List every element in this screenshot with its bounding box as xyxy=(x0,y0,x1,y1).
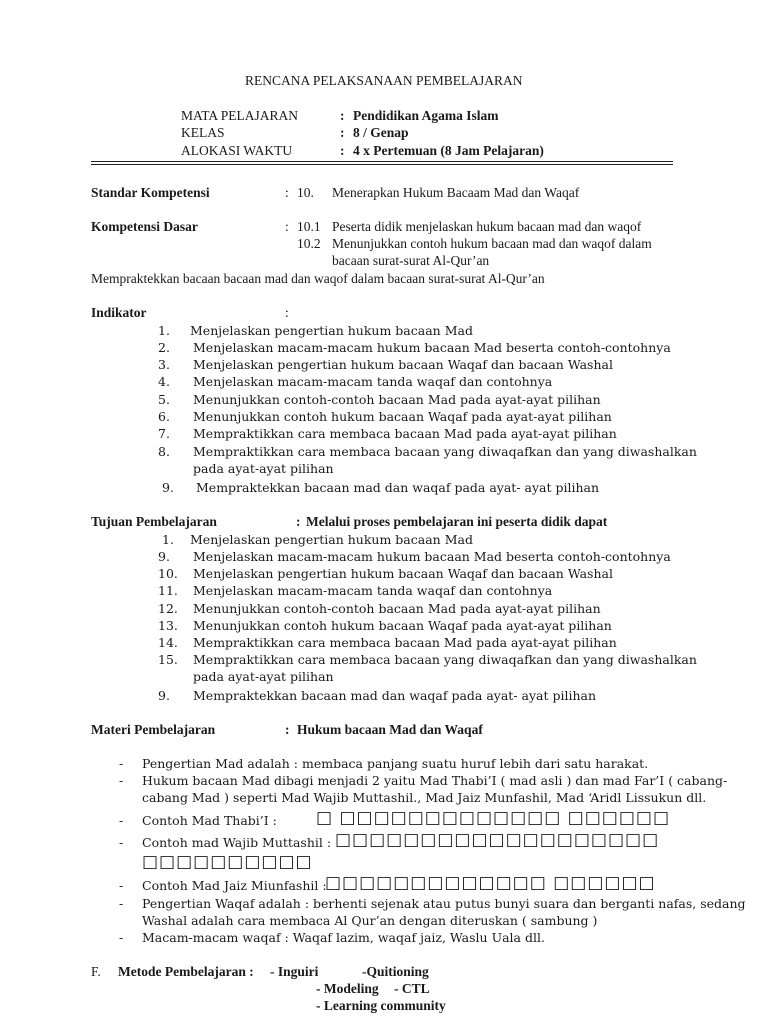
indikator-num: 7. xyxy=(158,426,170,441)
sk-number: 10. xyxy=(297,185,314,200)
header-label: MATA PELAJARAN xyxy=(181,108,299,123)
indikator-label: Indikator xyxy=(91,305,147,320)
materi-bullet-cont: cabang Mad ) seperti Mad Wajib Muttashil., Mad Jaiz Munfashil, Mad ‘Aridl Lissukun dll. xyxy=(142,790,707,805)
tujuan-colon: : xyxy=(296,514,301,529)
indikator-num: 5. xyxy=(158,392,170,407)
tujuan-item: Mempraktikkan cara membaca bacaan Mad pada ayat-ayat pilihan xyxy=(193,635,617,650)
indikator-item-cont: pada ayat-ayat pilihan xyxy=(193,461,334,476)
bullet-dash: - xyxy=(119,896,124,911)
tujuan-num: 9. xyxy=(158,688,170,703)
materi-bullet: Contoh Mad Thabi’I : xyxy=(142,813,277,828)
arabic-example: □ □□□□□□□□□□□□□ □□□□□□ xyxy=(316,808,671,828)
sk-text: Menerapkan Hukum Bacaam Mad dan Waqaf xyxy=(332,185,580,200)
indikator-num: 4. xyxy=(158,374,170,389)
kd-extra: Mempraktekkan bacaan bacaan mad dan waqof dalam bacaan surat-surat Al-Qur’an xyxy=(91,271,545,286)
header-label: ALOKASI WAKTU xyxy=(181,143,293,158)
tujuan-item-cont: pada ayat-ayat pilihan xyxy=(193,669,334,684)
indikator-num: 1. xyxy=(158,323,170,338)
tujuan-num: 13. xyxy=(158,618,178,633)
indikator-item: Menjelaskan macam-macam tanda waqaf dan contohnya xyxy=(193,374,553,389)
bullet-dash: - xyxy=(119,930,124,945)
metode-label: Metode Pembelajaran : xyxy=(118,964,254,979)
header-divider xyxy=(91,164,673,165)
arabic-example-cont: □□□□□□□□□□ xyxy=(142,852,313,872)
tujuan-item: Menjelaskan macam-macam tanda waqaf dan contohnya xyxy=(193,583,553,598)
tujuan-item: Menunjukkan contoh hukum bacaan Waqaf pada ayat-ayat pilihan xyxy=(193,618,612,633)
metode-item: - CTL xyxy=(394,981,430,996)
kd-colon: : xyxy=(285,219,289,234)
indikator-item: Menjelaskan pengertian hukum bacaan Waqaf dan bacaan Washal xyxy=(193,357,613,372)
indikator-num: 3. xyxy=(158,357,170,372)
indikator-item: Mempraktikkan cara membaca bacaan Mad pada ayat-ayat pilihan xyxy=(193,426,617,441)
tujuan-num: 1. xyxy=(162,532,174,547)
bullet-dash: - xyxy=(119,878,124,893)
sk-label: Standar Kompetensi xyxy=(91,185,210,200)
metode-item: - Modeling xyxy=(316,981,379,996)
header-colon: : xyxy=(340,125,345,140)
materi-colon: : xyxy=(285,722,290,737)
tujuan-item: Menunjukkan contoh-contoh bacaan Mad pada ayat-ayat pilihan xyxy=(193,601,601,616)
page-title: RENCANA PELAKSANAAN PEMBELAJARAN xyxy=(245,73,523,88)
indikator-item: Menjelaskan pengertian hukum bacaan Mad xyxy=(190,323,473,338)
tujuan-item: Menjelaskan pengertian hukum bacaan Mad xyxy=(190,532,473,547)
arabic-example: □□□□□□□□□□□□□□□□□□□ xyxy=(335,830,660,850)
materi-bullet: Contoh mad Wajib Muttashil : xyxy=(142,835,332,850)
arabic-example: □□□□□□□□□□□□□ □□□□□□ xyxy=(325,873,656,893)
header-colon: : xyxy=(340,143,345,158)
indikator-num: 2. xyxy=(158,340,170,355)
indikator-item: Menjelaskan macam-macam hukum bacaan Mad beserta contoh-contohnya xyxy=(193,340,671,355)
indikator-item: Mempraktikkan cara membaca bacaan yang diwaqafkan dan yang diwashalkan xyxy=(193,444,697,459)
kd-number: 10.1 xyxy=(297,219,321,234)
tujuan-num: 15. xyxy=(158,652,178,667)
header-value: 4 x Pertemuan (8 Jam Pelajaran) xyxy=(353,143,544,158)
metode-letter: F. xyxy=(91,964,101,979)
materi-bullet: Macam-macam waqaf : Waqaf lazim, waqaf jaiz, Waslu Uala dll. xyxy=(142,930,545,945)
tujuan-item: Mempraktekkan bacaan mad dan waqaf pada ayat- ayat pilihan xyxy=(193,688,597,703)
tujuan-item: Mempraktikkan cara membaca bacaan yang diwaqafkan dan yang diwashalkan xyxy=(193,652,697,667)
header-value: Pendidikan Agama Islam xyxy=(353,108,499,123)
indikator-num: 9. xyxy=(162,480,174,495)
indikator-item: Menunjukkan contoh-contoh bacaan Mad pada ayat-ayat pilihan xyxy=(193,392,601,407)
kd-text-cont: bacaan surat-surat Al-Qur’an xyxy=(332,253,490,268)
metode-item: -Quitioning xyxy=(362,964,429,979)
tujuan-item: Menjelaskan pengertian hukum bacaan Waqaf dan bacaan Washal xyxy=(193,566,613,581)
metode-item: - Learning community xyxy=(316,998,446,1013)
materi-topic: Hukum bacaan Mad dan Waqaf xyxy=(297,722,483,737)
materi-bullet-cont: Washal adalah cara membaca Al Qur’an dengan diteruskan ( sambung ) xyxy=(142,913,598,928)
indikator-item: Mempraktekkan bacaan mad dan waqaf pada ayat- ayat pilihan xyxy=(196,480,600,495)
tujuan-num: 11. xyxy=(158,583,178,598)
indikator-item: Menunjukkan contoh hukum bacaan Waqaf pada ayat-ayat pilihan xyxy=(193,409,612,424)
header-value: 8 / Genap xyxy=(353,125,409,140)
sk-colon: : xyxy=(285,185,289,200)
tujuan-num: 14. xyxy=(158,635,178,650)
bullet-dash: - xyxy=(119,835,124,850)
bullet-dash: - xyxy=(119,756,124,771)
tujuan-label: Tujuan Pembelajaran xyxy=(91,514,217,529)
materi-bullet: Hukum bacaan Mad dibagi menjadi 2 yaitu Mad Thabi’I ( mad asli ) dan mad Far’I ( cabang- xyxy=(142,773,728,788)
indikator-colon: : xyxy=(285,305,289,320)
indikator-num: 6. xyxy=(158,409,170,424)
kd-number: 10.2 xyxy=(297,236,321,251)
tujuan-item: Menjelaskan macam-macam hukum bacaan Mad beserta contoh-contohnya xyxy=(193,549,671,564)
kd-text: Menunjukkan contoh hukum bacaan mad dan waqof dalam xyxy=(332,236,652,251)
header-colon: : xyxy=(340,108,345,123)
kd-label: Kompetensi Dasar xyxy=(91,219,198,234)
materi-bullet: Contoh Mad Jaiz Miunfashil : xyxy=(142,878,327,893)
tujuan-num: 12. xyxy=(158,601,178,616)
tujuan-num: 10. xyxy=(158,566,178,581)
materi-label: Materi Pembelajaran xyxy=(91,722,216,737)
tujuan-lead: Melalui proses pembelajaran ini peserta didik dapat xyxy=(306,514,608,529)
materi-bullet: Pengertian Mad adalah : membaca panjang suatu huruf lebih dari satu harakat. xyxy=(142,756,649,771)
bullet-dash: - xyxy=(119,813,124,828)
indikator-num: 8. xyxy=(158,444,170,459)
bullet-dash: - xyxy=(119,773,124,788)
tujuan-num: 9. xyxy=(158,549,170,564)
header-label: KELAS xyxy=(181,125,225,140)
materi-bullet: Pengertian Waqaf adalah : berhenti sejenak atau putus bunyi suara dan berganti nafas, sedang xyxy=(142,896,746,911)
metode-item: - Inguiri xyxy=(270,964,319,979)
kd-text: Peserta didik menjelaskan hukum bacaan mad dan waqof xyxy=(332,219,642,234)
header-divider xyxy=(91,161,673,162)
